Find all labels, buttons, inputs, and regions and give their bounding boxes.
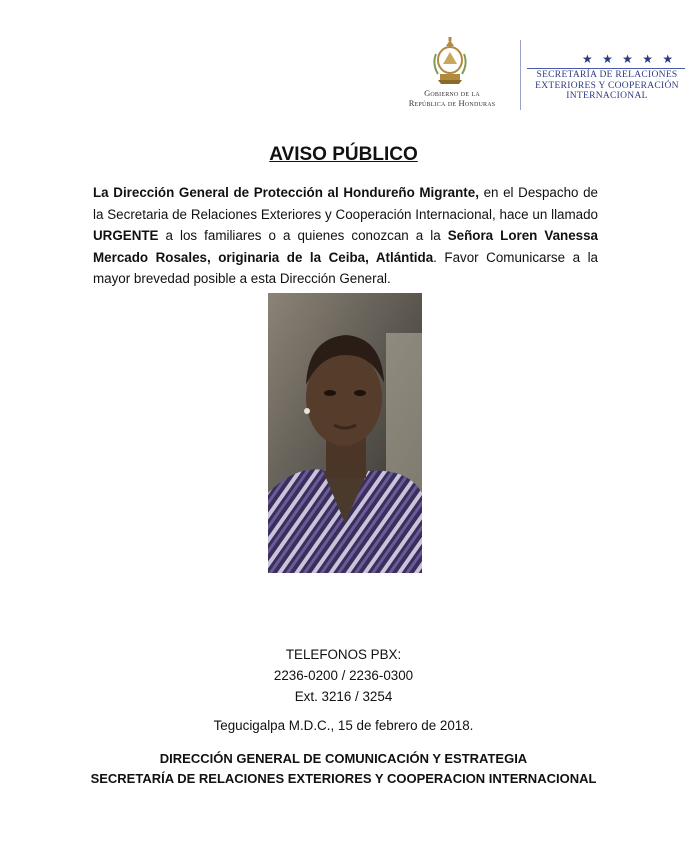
sre-rule: [527, 68, 685, 69]
ministry-name: [526, 70, 687, 102]
notice-title: AVISO PÚBLICO: [269, 144, 418, 165]
notice-paragraph: [93, 182, 598, 290]
place-date: Tegucigalpa M.D.C., 15 de febrero de 2018.: [213, 718, 474, 733]
honduras-coat-of-arms-icon: [430, 36, 470, 86]
sre-line-1: SECRETARÍA DE RELACIONES: [536, 70, 678, 80]
paragraph-text-1: en el Despacho de la Secretaria de Relaciones Exteriores y Cooperación Internacional, hace un llamado: [93, 185, 599, 222]
phones-label: TELEFONOS PBX:: [285, 647, 402, 662]
phone-numbers: 2236-0200 / 2236-0300: [273, 668, 414, 683]
footer-line-2: SECRETARÍA DE RELACIONES EXTERIORES Y COOPERACION INTERNACIONAL: [90, 771, 597, 786]
person-name: Señora Loren Vanessa Mercado Rosales, originaria de la Ceiba, Atlántida: [93, 228, 598, 265]
urgent-word: URGENTE: [93, 228, 159, 243]
government-name: [396, 88, 508, 108]
missing-person-photo: [268, 293, 422, 573]
letterhead: [396, 30, 687, 110]
stars-icon: ★ ★ ★ ★ ★: [582, 52, 677, 66]
header-divider: [520, 40, 521, 110]
portrait-image: [268, 293, 422, 573]
gov-line-1: Gobierno de la: [424, 88, 480, 98]
dept-name: La Dirección General de Protección al Hondureño Migrante,: [93, 185, 479, 200]
paragraph-text-3: . Favor Comunicarse a la mayor brevedad posible a esta Dirección General.: [93, 249, 599, 286]
sre-line-3: INTERNACIONAL: [566, 91, 648, 101]
paragraph-text-2: a los familiares o a quienes conozcan a la: [158, 228, 448, 243]
extensions: Ext. 3216 / 3254: [294, 689, 393, 704]
footer-line-1: DIRECCIÓN GENERAL DE COMUNICACIÓN Y ESTRATEGIA: [159, 751, 528, 766]
sre-line-2: EXTERIORES Y COOPERACIÓN: [535, 80, 679, 91]
signature-block: [0, 749, 687, 789]
gov-line-2: República de Honduras: [408, 98, 496, 108]
contact-block: [0, 644, 687, 707]
